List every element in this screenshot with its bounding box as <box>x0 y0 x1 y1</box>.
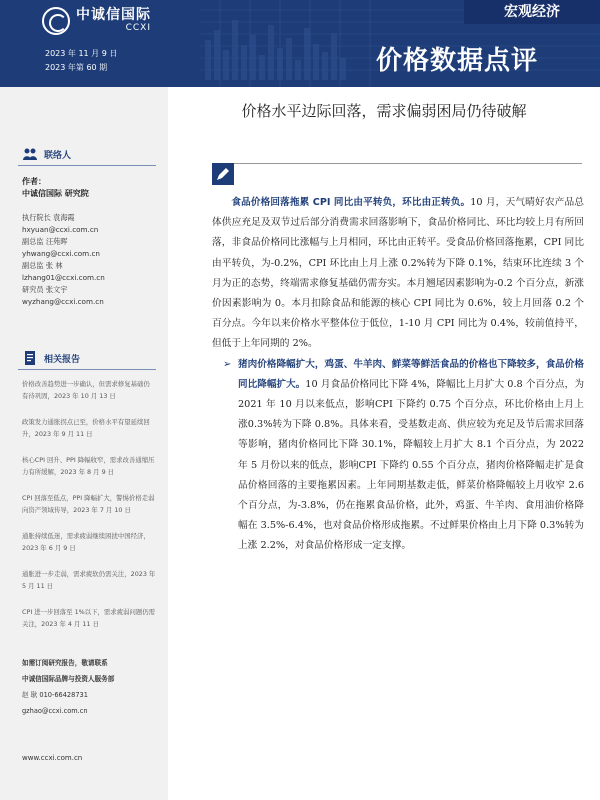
contact-line: wyzhang@ccxi.com.cn <box>22 297 104 306</box>
related-report-link[interactable]: 政策发力通胀拐点已至，价格水平有望延续回升，2023 年 9 月 11 日 <box>22 418 150 438</box>
report-issue: 2023 年第 60 期 <box>45 63 108 72</box>
author-label: 作者： <box>22 177 46 186</box>
related-report-link[interactable]: 价格改善趋势进一步确认，但需求修复基础仍有待巩固，2023 年 10 月 13 日 <box>22 380 150 400</box>
company-logo <box>42 7 151 35</box>
contact-line: 副总监 张 林 <box>22 261 63 270</box>
contact-email[interactable]: gzhao@ccxi.com.cn <box>22 707 88 715</box>
contact-line: 执行院长 袁海霞 <box>22 213 75 222</box>
report-type-title: 价格数据点评 <box>376 46 539 76</box>
contact-line: 研究员 张文宇 <box>22 285 68 294</box>
author-org: 中诚信国际 研究院 <box>22 189 89 198</box>
bullet-text: 10 月食品价格同比下降 4%，降幅比上月扩大 0.8 个百分点，为 2021 年 10 月以来低点，影响CPI 下降约 0.75 个百分点，环比价格由上月上涨0.3%转为下降 0.8%。具体来看，受基数走高、供应较为充足及节后需求回落等影响，猪肉价格同比下降 30.1%，降幅较上月扩大 8.1 个百分点，为 2022 年 5 月份以来的低点，影响CPI 下降约 0.55 个百分点，猪肉价格降幅走扩是食品价格回落的主要拖累因素。上年同期基数走低，鲜菜价格降幅较上月收窄 2.6 个百分点，为-3.8%，仍在拖累食品价格，此外，鸡蛋、牛羊肉、食用油价格降幅在 3.5%-6.4%，也对食品价格形成拖累。不过鲜果价格由上月下降 0.3%转为上涨 2.2%，对食品价格形成一定支撑。 <box>238 378 585 552</box>
bullet-paragraph <box>212 355 584 557</box>
contact-name-phone: 赵 耿 010-66428731 <box>22 691 88 699</box>
author-block <box>22 176 162 308</box>
related-reports-list <box>22 378 156 644</box>
paragraph-text: 10 月，天气晴好农产品总体供应充足及双节过后部分消费需求回落影响下，食品价格同比、环比均较上月有所回落，非食品价格同比涨幅与上月相同，环比由正转平。受食品价格回落拖累，CPI 同比由平转负，为-0.2%，CPI 环比由上月上涨 0.2%转为下降 0.1%，结束环比连续 3 个月为正的态势，终端需求修复基础仍需夯实。本月翘尾因素影响为-0.2 个百分点，新涨价因素影响为 0。本月扣除食品和能源的核心 CPI 同比为 0.6%，较上月回落 0.2 个百分点。今年以来价格水平整体位于低位，1-10 月 CPI 同比为 0.4%，较前值持平，但低于上年同期的 2%。 <box>212 197 584 350</box>
related-divider <box>18 369 156 370</box>
contacts-divider <box>18 165 156 166</box>
related-report-link[interactable]: 通胀持续低迷，需求疲弱继续困扰中国经济，2023 年 6 月 9 日 <box>22 532 150 552</box>
paragraph-lead: 食品价格回落拖累 CPI 同比由平转负，环比由正转负。 <box>231 197 471 208</box>
bullet-lead: 猪肉价格降幅扩大，鸡蛋、牛羊肉、鲜菜等鲜活食品的价格也下降较多，食品价格同比降幅扩大。 <box>238 358 584 390</box>
people-icon <box>22 146 38 162</box>
contact-intro: 如需订阅研究报告，敬请联系 <box>22 659 108 667</box>
report-body <box>212 193 584 557</box>
contacts-heading: 联络人 <box>22 146 71 162</box>
section-divider <box>212 163 582 164</box>
related-report-link[interactable]: 核心CPI 回升、PPI 降幅收窄，需求改善通缩压力有所缓解，2023 年 8 月 9 日 <box>22 456 155 476</box>
logo-name-cn: 中诚信国际 <box>76 7 151 24</box>
related-reports-heading: 相关报告 <box>22 350 80 366</box>
document-title: 价格水平边际回落，需求偏弱困局仍待破解 <box>241 102 527 120</box>
section-tag: 宏观经济 <box>464 0 600 24</box>
contact-line: hxyuan@ccxi.com.cn <box>22 225 99 234</box>
subscription-contact <box>22 655 162 719</box>
contact-line: lzhang01@ccxi.com.cn <box>22 273 105 282</box>
contact-line: 副总监 汪苑晖 <box>22 237 68 246</box>
related-report-link[interactable]: 通胀进一步走弱，需求疲软仍需关注，2023 年 5 月 11 日 <box>22 570 156 590</box>
report-date: 2023 年 11 月 9 日 <box>45 49 118 58</box>
website-link[interactable]: www.ccxi.com.cn <box>22 754 83 762</box>
report-header <box>0 0 600 87</box>
contact-dept: 中诚信国际品牌与投资人服务部 <box>22 675 115 683</box>
logo-icon <box>42 7 70 35</box>
report-icon <box>22 350 38 366</box>
logo-name-en: CCXI <box>125 22 151 33</box>
body-paragraph <box>212 193 584 355</box>
pen-icon <box>212 163 234 185</box>
related-report-link[interactable]: CPI 进一步回落至 1%以下，需求疲弱问题仍需关注，2023 年 4 月 11 日 <box>22 608 156 628</box>
contact-line: yhwang@ccxi.com.cn <box>22 249 100 258</box>
related-report-link[interactable]: CPI 回落至低点，PPI 降幅扩大，警惕价格走弱向资产领域传导，2023 年 7 月 10 日 <box>22 494 155 514</box>
arrow-bullet-icon: ➢ <box>223 358 232 370</box>
